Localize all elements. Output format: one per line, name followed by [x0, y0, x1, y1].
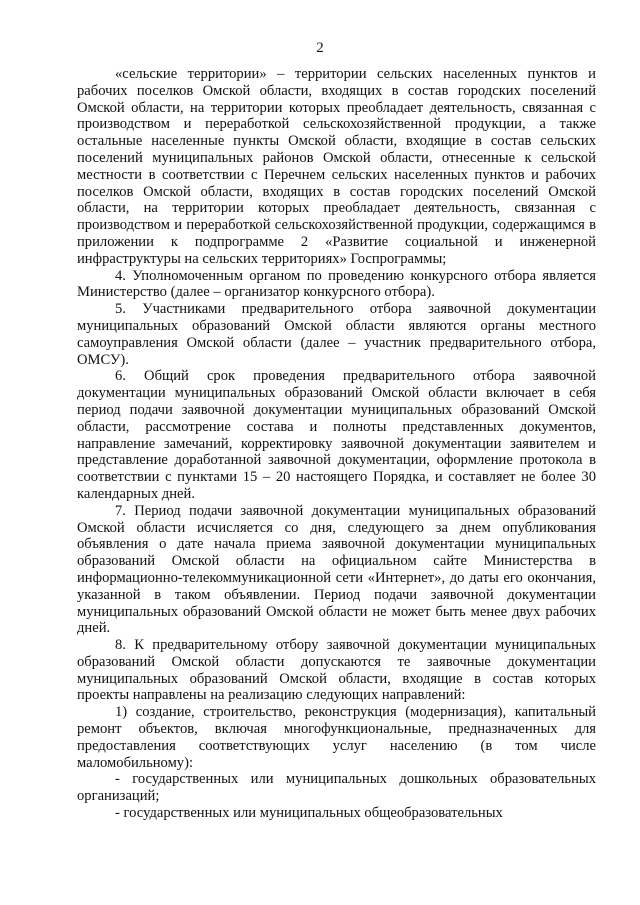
paragraph-item-8: 8. К предварительному отбору заявочной документации муниципальных образований Омской области допускаются те заявочные документации муниципальных образований Омской области, входящие в состав которых проекты направлены на реализацию следующих направлений: — [77, 637, 596, 704]
paragraph-item-7: 7. Период подачи заявочной документации муниципальных образований Омской области исчисляется со дня, следующего за днем опубликования объявления о дате начала приема заявочной документации муниципальных образований Омской области на официальном сайте Министерства в информационно-телекоммуникационной сети «Интернет», до даты его окончания, указанной в таком объявлении. Период подачи заявочной документации муниципальных образований Омской области не может быть менее двух рабочих дней. — [77, 502, 596, 637]
paragraph-rural-territories-definition: «сельские территории» – территории сельских населенных пунктов и рабочих поселков Омской области, входящих в состав городских поселений Омской области, на территории которых преобладает деятельность, связанная с производством и переработкой сельскохозяйственной продукции, а также остальные населенные пункты Омской области, входящие в состав сельских поселений муниципальных районов Омской области, отнесенные к сельской местности в соответствии с Перечнем сельских населенных пунктов и рабочих поселков Омской области, входящих в состав городских поселений Омской области, на территории которых преобладает деятельность, связанная с производством и переработкой сельскохозяйственной продукции, содержащимся в приложении к подпрограмме 2 «Развитие социальной и инженерной инфраструктуры на сельских территориях» Госпрограммы; — [77, 66, 596, 267]
list-item-general-education: - государственных или муниципальных общеобразовательных — [115, 805, 503, 822]
paragraph-subitem-1: 1) создание, строительство, реконструкция (модернизация), капитальный ремонт объектов, включая многофункциональные, предназначенных для предоставления соответствующих услуг населению (в том числе маломобильному): — [77, 704, 596, 771]
paragraph-item-4: 4. Уполномоченным органом по проведению конкурсного отбора является Министерство (далее – организатор конкурсного отбора). — [77, 267, 596, 301]
document-body — [77, 66, 596, 822]
paragraph-item-6: 6. Общий срок проведения предварительного отбора заявочной документации муниципальных образований Омской области включает в себя период подачи заявочной документации муниципальных образований Омской области, рассмотрение состава и полноты представленных документов, направление замечаний, корректировку заявочной документации заявителем и представление доработанной заявочной документации, оформление протокола в соответствии с пунктами 15 – 20 настоящего Порядка, и составляет не более 30 календарных дней. — [77, 368, 596, 502]
list-item-preschool: - государственных или муниципальных дошкольных образовательных организаций; — [77, 771, 596, 805]
paragraph-item-5: 5. Участниками предварительного отбора заявочной документации муниципальных образований Омской области являются органы местного самоуправления Омской области (далее – участник предварительного отбора, ОМСУ). — [77, 301, 596, 368]
page-number: 2 — [316, 40, 324, 56]
